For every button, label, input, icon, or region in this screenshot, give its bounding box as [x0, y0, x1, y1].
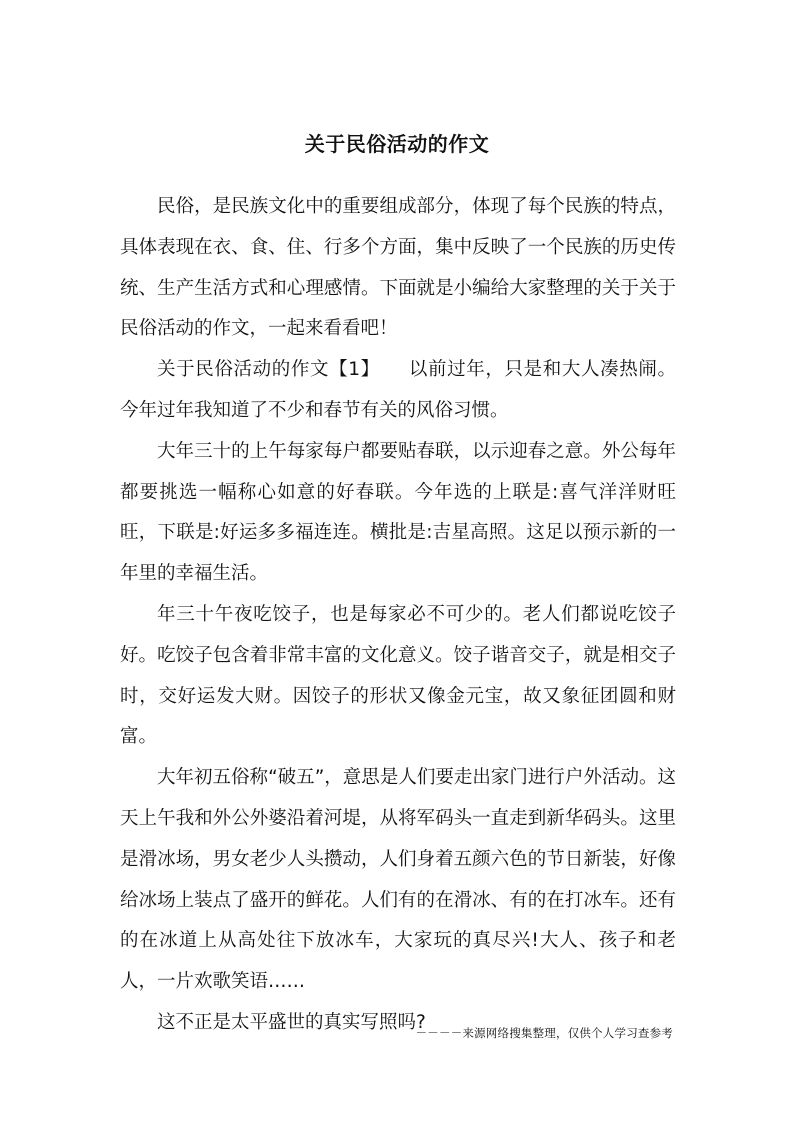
paragraph-intro: 民俗，是民族文化中的重要组成部分，体现了每个民族的特点，具体表现在衣、食、住、行多个方面，集中反映了一个民族的历史传统、生产生活方式和心理感情。下面就是小编给大家整理的关于关于民俗活动的作文，一起来看看吧！ — [120, 196, 676, 340]
document-body — [120, 187, 676, 1044]
paragraph-po-wu: 大年初五俗称“破五”，意思是人们要走出家门进行户外活动。这天上午我和外公外婆沿着河堤，从将军码头一直走到新华码头。这里是滑冰场，男女老少人头攒动，人们身着五颜六色的节日新装，好像给冰场上装点了盛开的鲜花。人们有的在滑冰、有的在打冰车。还有的在冰道上从高处往下放冰车，大家玩的真尽兴!大人、孩子和老人，一片欢歌笑语…… — [120, 767, 676, 993]
source-footer: －－－－来源网络搜集整理，仅供个人学习查参考 — [415, 1026, 673, 1040]
paragraph-spring-couplets: 大年三十的上午每家每户都要贴春联，以示迎春之意。外公每年都要挑选一幅称心如意的好春联。今年选的上联是:喜气洋洋财旺旺，下联是:好运多多福连连。横批是:吉星高照。这足以预示新的一年里的幸福生活。 — [120, 440, 676, 585]
paragraph-dumplings: 年三十午夜吃饺子，也是每家必不可少的。老人们都说吃饺子好。吃饺子包含着非常丰富的文化意义。饺子谐音交子，就是相交子时，交好运发大财。因饺子的形状又像金元宝，故又象征团圆和财富。 — [120, 603, 676, 748]
paragraph-closing: 这不正是太平盛世的真实写照吗? — [157, 1011, 426, 1033]
paragraph-essay-heading: 关于民俗活动的作文【1】 以前过年，只是和大人凑热闹。今年过年我知道了不少和春节有关的风俗习惯。 — [120, 359, 676, 421]
document-title: 关于民俗活动的作文 — [304, 132, 490, 156]
